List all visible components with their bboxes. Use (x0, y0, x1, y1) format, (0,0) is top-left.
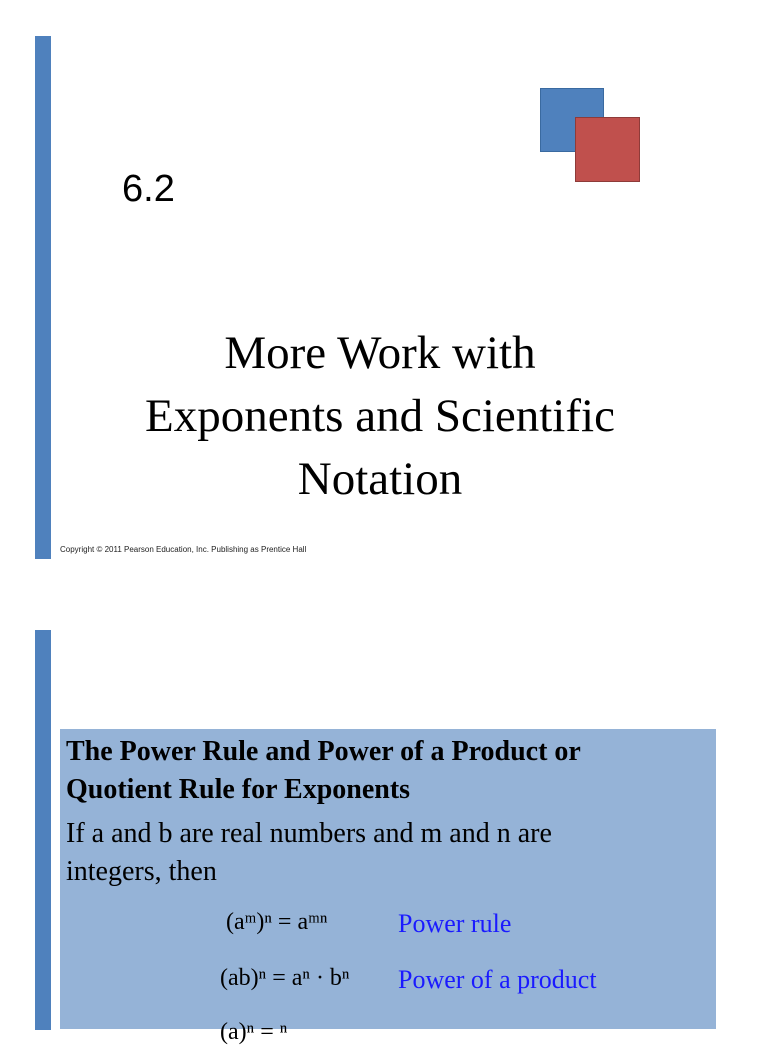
left-accent-bar (35, 630, 51, 1030)
power-of-product-formula: (ab)ⁿ = aⁿ · bⁿ (220, 965, 350, 991)
red-square-decoration (575, 117, 640, 182)
rule-heading-line: Quotient Rule for Exponents (66, 774, 411, 805)
left-accent-bar (35, 36, 51, 559)
power-rule-formula: (aᵐ)ⁿ = aᵐⁿ (226, 909, 328, 935)
section-number: 6.2 (122, 168, 175, 210)
copyright-notice: Copyright © 2011 Pearson Education, Inc. Publishing as Prentice Hall (60, 545, 307, 554)
rule-intro-line: integers, then (66, 856, 217, 887)
slide-title-line: Exponents and Scientific (145, 390, 615, 442)
rule-intro-line: If a and b are real numbers and m and n are (66, 818, 552, 849)
slide-title (90, 322, 670, 511)
power-rule-label: Power rule (398, 909, 512, 938)
content-slide (0, 612, 768, 1045)
power-of-product-label: Power of a product (398, 965, 597, 994)
rule-heading (66, 733, 706, 809)
slide-gap (0, 578, 768, 612)
rule-box (60, 729, 716, 1045)
slide-title-line: Notation (297, 453, 463, 505)
power-of-quotient-formula-partial: (a)ⁿ = ⁿ (220, 1019, 288, 1045)
slide-title-line: More Work with (224, 327, 536, 379)
rule-intro (66, 815, 706, 891)
rule-heading-line: The Power Rule and Power of a Product or (66, 736, 581, 767)
